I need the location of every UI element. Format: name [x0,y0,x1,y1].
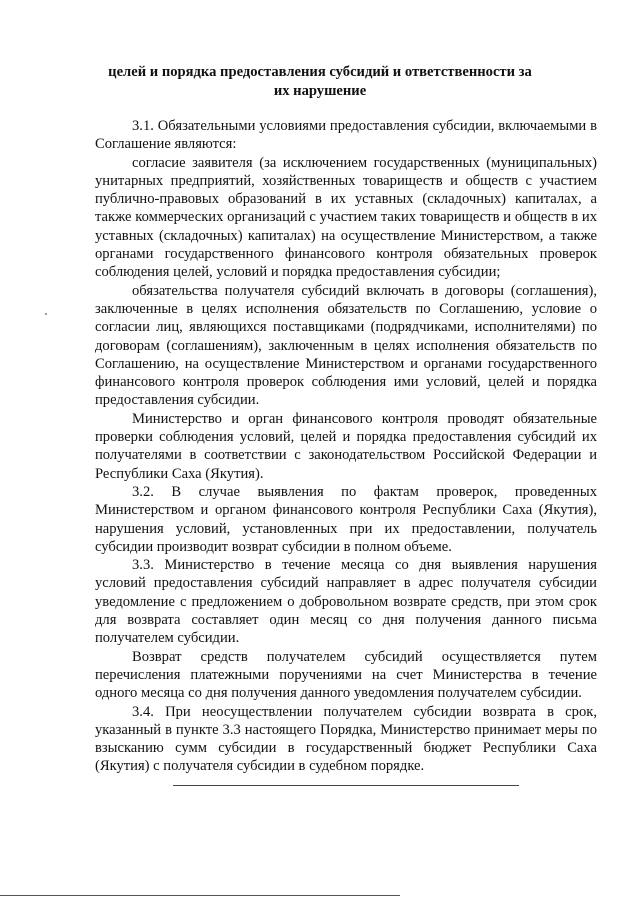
section-heading: целей и порядка предоставления субсидий и ответственности за их нарушение [108,64,532,99]
paragraph-3-4: 3.4. При неосуществлении получателем субсидии возврата в срок, указанный в пункте 3.3 настоящего Порядка, Министерство принимает меры по взысканию сумм субсидии в государственный бюджет Республики Саха (Якутия) с получателя субсидии в судебном порядке. [95,703,597,775]
end-divider [173,785,519,786]
paragraph-refund: Возврат средств получателем субсидий осуществляется путем перечисления платежными поручениями на счет Министерства в течение одного месяца со дня получения данного уведомления получателем субсидии. [95,648,597,702]
paragraph-obligations: обязательства получателя субсидий включать в договоры (соглашения), заключенные в целях исполнения обязательств по Соглашению, условие о согласии лиц, являющихся поставщиками (подрядчиками, исполнителями) по договорам (соглашениям), заключенным в целях исполнения обязательств по Соглашению, на осуществление Министерством и органами государственного финансового контроля проверок соблюдения ими условий, целей и порядка предоставления субсидии. [95,282,597,409]
scan-bottom-edge [0,895,400,896]
paragraph-3-3: 3.3. Министерство в течение месяца со дня выявления нарушения условий предоставления субсидий направляет в адрес получателя субсидии уведомление с предложением о добровольном возврате средств, при этом срок для возврата составляет один месяц со дня получения данного письма получателем субсидии. [95,557,597,647]
paragraph-consent: согласие заявителя (за исключением государственных (муниципальных) унитарных предприятий, хозяйственных товариществ и обществ с участием публично-правовых образований в их уставных (складочных) капиталах, а также коммерческих организаций с участием таких товариществ и обществ в их уставных (складочных) капиталах) на осуществление Министерством, а также органами государственного финансового контроля обязательных проверок соблюдения целей, условий и порядка предоставления субсидии; [95,154,597,281]
paragraph-3-2: 3.2. В случае выявления по фактам проверок, проведенных Министерством и органом финансового контроля Республики Саха (Якутия), нарушения условий, установленных при их предоставлении, получатель субсидии производит возврат субсидии в полном объеме. [95,483,597,555]
paragraph-control-checks: Министерство и орган финансового контроля проводят обязательные проверки соблюдения условий, целей и порядка предоставления субсидий их получателями в соответствии с законодательством Российской Федерации и Республики Саха (Якутия). [95,410,597,482]
scan-speck [45,313,47,315]
document-body [95,117,597,776]
paragraph-3-1: 3.1. Обязательными условиями предоставления субсидии, включаемыми в Соглашение являются: [95,118,597,153]
